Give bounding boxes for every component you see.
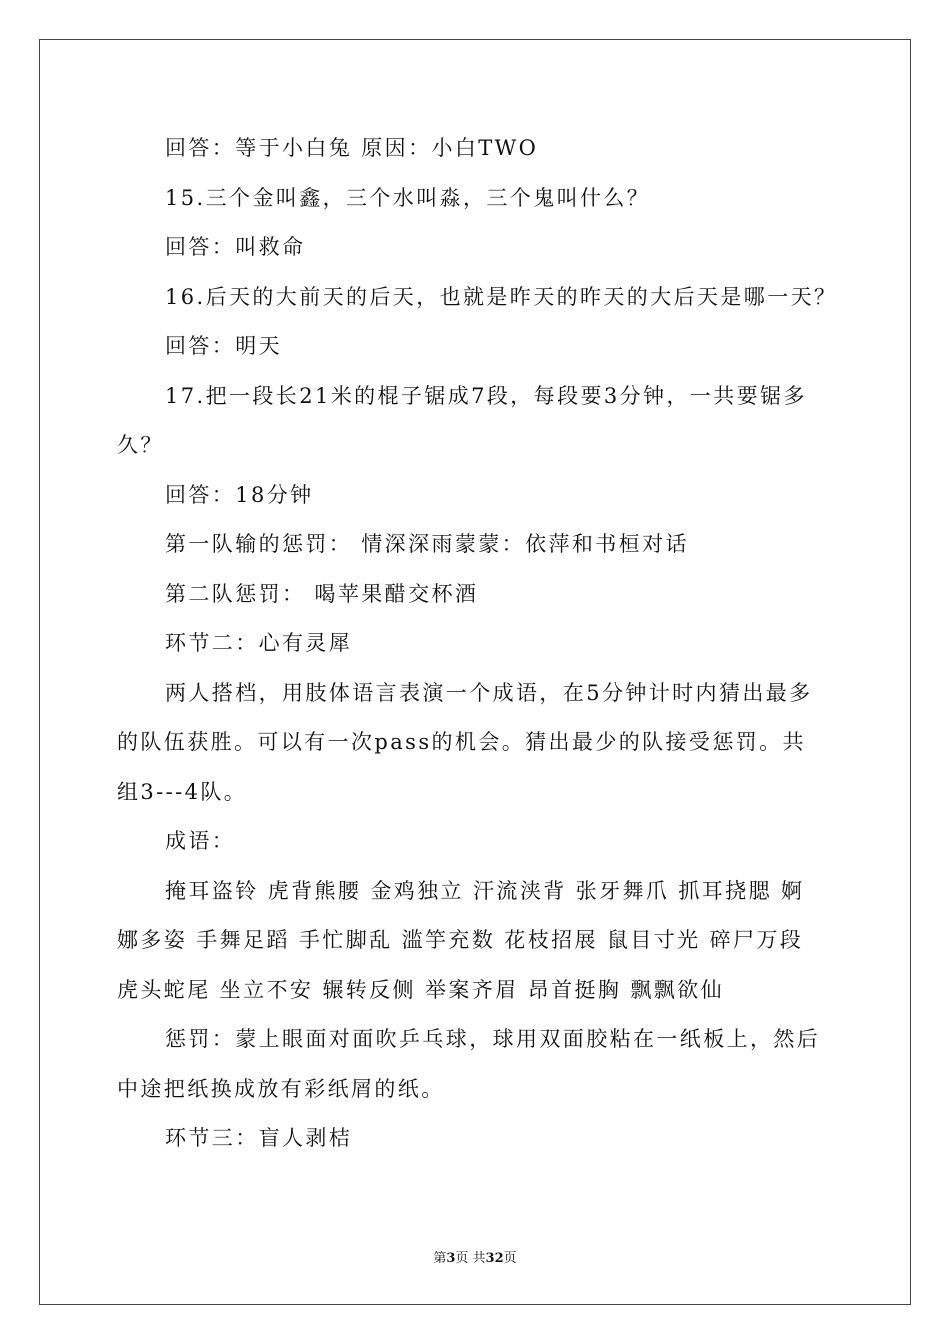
- current-page-number: 3: [446, 1251, 456, 1266]
- page-footer: [0, 1247, 950, 1266]
- text-line: 中途把纸换成放有彩纸屑的纸。: [117, 1076, 445, 1101]
- text-line: 虎头蛇尾 坐立不安 辗转反侧 举案齐眉 昂首挺胸 飘飘欲仙: [117, 977, 724, 1002]
- text-line: 两人搭档，用肢体语言表演一个成语，在5分钟计时内猜出最多: [165, 680, 813, 705]
- text-line: 掩耳盗铃 虎背熊腰 金鸡独立 汗流浃背 张牙舞爪 抓耳挠腮 婀: [165, 878, 805, 903]
- total-page-number: 32: [485, 1251, 504, 1266]
- text-line: 回答：明天: [165, 334, 282, 358]
- footer-prefix: 第: [433, 1251, 447, 1266]
- footer-suffix: 页: [503, 1251, 517, 1266]
- text-line: 第一队输的惩罚： 情深深雨蒙蒙：依萍和书桓对话: [165, 532, 689, 556]
- text-line: 15.三个金叫鑫，三个水叫淼，三个鬼叫什么？: [165, 185, 651, 210]
- text-line: 的队伍获胜。可以有一次pass的机会。猜出最少的队接受惩罚。共: [117, 730, 806, 754]
- text-line: 惩罚：蒙上眼面对面吹乒乓球，球用双面胶粘在一纸板上，然后: [165, 1027, 821, 1051]
- text-line: 回答：叫救命: [165, 235, 306, 259]
- text-line: 17.把一段长21米的棍子锯成7段，每段要3分钟，一共要锯多: [165, 383, 807, 408]
- text-line: 第二队惩罚： 喝苹果醋交杯酒: [165, 581, 479, 606]
- text-line: 组3---4队。: [117, 779, 248, 804]
- footer-middle: 页 共: [455, 1251, 486, 1266]
- text-line: 回答：等于小白兔 原因：小白TWO: [165, 136, 539, 160]
- document-body: [117, 124, 838, 1164]
- text-line: 回答：18分钟: [165, 482, 314, 507]
- text-line: 久？: [117, 433, 164, 457]
- text-line: 环节三：盲人剥桔: [165, 1126, 353, 1150]
- text-line: 16.后天的大前天的后天，也就是昨天的昨天的大后天是哪一天？: [165, 284, 838, 309]
- text-line: 成语：: [165, 829, 236, 853]
- text-line: 环节二：心有灵犀: [165, 631, 353, 655]
- text-line: 娜多姿 手舞足蹈 手忙脚乱 滥竽充数 花枝招展 鼠目寸光 碎尸万段: [117, 928, 804, 952]
